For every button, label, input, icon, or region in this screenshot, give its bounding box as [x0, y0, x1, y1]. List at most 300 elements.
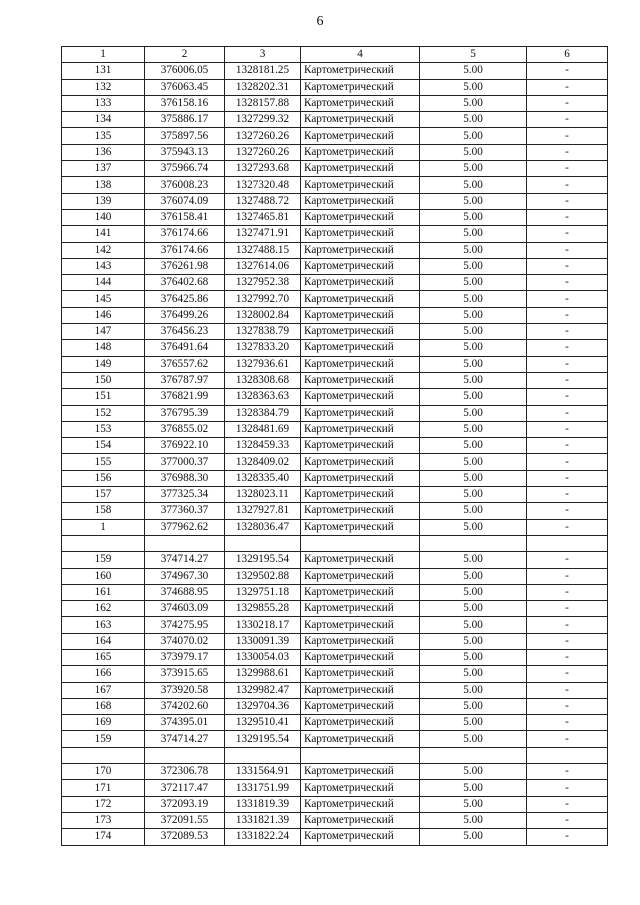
table-row [62, 405, 608, 421]
y-coordinate-cell: 1327488.15 [225, 242, 301, 258]
accuracy-cell: 5.00 [420, 568, 527, 584]
y-coordinate-cell: 1327927.81 [225, 503, 301, 519]
note-cell [527, 535, 608, 551]
y-coordinate-cell: 1327260.26 [225, 144, 301, 160]
header-col-5: 5 [420, 47, 527, 63]
method-cell: Картометрический [301, 552, 420, 568]
coordinates-table [61, 46, 608, 846]
table-row [62, 829, 608, 845]
table-row [62, 79, 608, 95]
y-coordinate-cell: 1328036.47 [225, 519, 301, 535]
note-cell: - [527, 438, 608, 454]
x-coordinate-cell: 375943.13 [145, 144, 225, 160]
x-coordinate-cell: 374070.02 [145, 633, 225, 649]
accuracy-cell: 5.00 [420, 731, 527, 747]
point-number-cell: 156 [62, 470, 145, 486]
y-coordinate-cell: 1327320.48 [225, 177, 301, 193]
method-cell: Картометрический [301, 780, 420, 796]
x-coordinate-cell: 374688.95 [145, 584, 225, 600]
x-coordinate-cell: 376402.68 [145, 275, 225, 291]
y-coordinate-cell: 1328384.79 [225, 405, 301, 421]
y-coordinate-cell: 1330054.03 [225, 649, 301, 665]
y-coordinate-cell [225, 747, 301, 763]
method-cell: Картометрический [301, 177, 420, 193]
x-coordinate-cell: 373920.58 [145, 682, 225, 698]
note-cell: - [527, 601, 608, 617]
table-row [62, 372, 608, 388]
point-number-cell: 150 [62, 372, 145, 388]
table-row [62, 454, 608, 470]
point-number-cell: 170 [62, 764, 145, 780]
note-cell: - [527, 112, 608, 128]
x-coordinate-cell: 374603.09 [145, 601, 225, 617]
note-cell: - [527, 764, 608, 780]
accuracy-cell: 5.00 [420, 584, 527, 600]
note-cell: - [527, 731, 608, 747]
y-coordinate-cell: 1327952.38 [225, 275, 301, 291]
point-number-cell: 169 [62, 715, 145, 731]
y-coordinate-cell: 1328308.68 [225, 372, 301, 388]
table-row [62, 307, 608, 323]
x-coordinate-cell: 376174.66 [145, 242, 225, 258]
x-coordinate-cell: 376557.62 [145, 356, 225, 372]
y-coordinate-cell: 1327936.61 [225, 356, 301, 372]
point-number-cell: 159 [62, 731, 145, 747]
accuracy-cell: 5.00 [420, 307, 527, 323]
accuracy-cell: 5.00 [420, 698, 527, 714]
table-row [62, 470, 608, 486]
point-number-cell: 133 [62, 95, 145, 111]
method-cell: Картометрический [301, 340, 420, 356]
point-number-cell: 161 [62, 584, 145, 600]
table-row [62, 584, 608, 600]
method-cell: Картометрический [301, 112, 420, 128]
accuracy-cell: 5.00 [420, 340, 527, 356]
table-row [62, 193, 608, 209]
method-cell: Картометрический [301, 372, 420, 388]
table-row [62, 617, 608, 633]
x-coordinate-cell: 376855.02 [145, 421, 225, 437]
x-coordinate-cell: 376787.97 [145, 372, 225, 388]
header-col-6: 6 [527, 47, 608, 63]
point-number-cell: 131 [62, 63, 145, 79]
method-cell: Картометрический [301, 454, 420, 470]
point-number-cell: 132 [62, 79, 145, 95]
method-cell: Картометрический [301, 307, 420, 323]
note-cell: - [527, 161, 608, 177]
accuracy-cell: 5.00 [420, 829, 527, 845]
point-number-cell: 157 [62, 487, 145, 503]
y-coordinate-cell: 1327833.20 [225, 340, 301, 356]
y-coordinate-cell: 1327488.72 [225, 193, 301, 209]
accuracy-cell: 5.00 [420, 682, 527, 698]
table-row [62, 324, 608, 340]
x-coordinate-cell: 375897.56 [145, 128, 225, 144]
point-number-cell [62, 535, 145, 551]
point-number-cell: 172 [62, 796, 145, 812]
note-cell: - [527, 584, 608, 600]
point-number-cell: 173 [62, 812, 145, 828]
note-cell: - [527, 568, 608, 584]
point-number-cell: 171 [62, 780, 145, 796]
point-number-cell: 153 [62, 421, 145, 437]
note-cell: - [527, 340, 608, 356]
table-row [62, 698, 608, 714]
note-cell: - [527, 242, 608, 258]
x-coordinate-cell: 374202.60 [145, 698, 225, 714]
x-coordinate-cell: 375886.17 [145, 112, 225, 128]
point-number-cell: 148 [62, 340, 145, 356]
note-cell: - [527, 95, 608, 111]
x-coordinate-cell: 375966.74 [145, 161, 225, 177]
x-coordinate-cell: 376456.23 [145, 324, 225, 340]
y-coordinate-cell: 1330218.17 [225, 617, 301, 633]
method-cell: Картометрический [301, 258, 420, 274]
table-row [62, 438, 608, 454]
point-number-cell: 141 [62, 226, 145, 242]
method-cell: Картометрический [301, 666, 420, 682]
header-col-4: 4 [301, 47, 420, 63]
method-cell: Картометрический [301, 584, 420, 600]
x-coordinate-cell [145, 535, 225, 551]
note-cell [527, 747, 608, 763]
x-coordinate-cell: 376821.99 [145, 389, 225, 405]
note-cell: - [527, 796, 608, 812]
table-row [62, 731, 608, 747]
method-cell: Картометрический [301, 715, 420, 731]
method-cell: Картометрический [301, 764, 420, 780]
table-row [62, 519, 608, 535]
accuracy-cell: 5.00 [420, 356, 527, 372]
x-coordinate-cell: 377360.37 [145, 503, 225, 519]
accuracy-cell: 5.00 [420, 812, 527, 828]
y-coordinate-cell: 1328363.63 [225, 389, 301, 405]
y-coordinate-cell: 1328023.11 [225, 487, 301, 503]
accuracy-cell: 5.00 [420, 649, 527, 665]
table-row [62, 747, 608, 763]
method-cell: Картометрический [301, 698, 420, 714]
table-row [62, 209, 608, 225]
x-coordinate-cell: 376158.16 [145, 95, 225, 111]
accuracy-cell: 5.00 [420, 503, 527, 519]
method-cell: Картометрический [301, 209, 420, 225]
method-cell: Картометрический [301, 161, 420, 177]
method-cell: Картометрический [301, 356, 420, 372]
point-number-cell: 139 [62, 193, 145, 209]
y-coordinate-cell: 1328335.40 [225, 470, 301, 486]
page-number: 6 [316, 14, 324, 29]
y-coordinate-cell: 1327838.79 [225, 324, 301, 340]
method-cell: Картометрический [301, 95, 420, 111]
accuracy-cell: 5.00 [420, 291, 527, 307]
point-number-cell: 146 [62, 307, 145, 323]
point-number-cell: 154 [62, 438, 145, 454]
point-number-cell: 162 [62, 601, 145, 617]
table-row [62, 291, 608, 307]
note-cell: - [527, 715, 608, 731]
x-coordinate-cell: 376063.45 [145, 79, 225, 95]
method-cell: Картометрический [301, 405, 420, 421]
y-coordinate-cell: 1328181.25 [225, 63, 301, 79]
x-coordinate-cell: 376491.64 [145, 340, 225, 356]
y-coordinate-cell: 1331751.99 [225, 780, 301, 796]
method-cell: Картометрический [301, 617, 420, 633]
method-cell: Картометрический [301, 470, 420, 486]
table-row [62, 128, 608, 144]
note-cell: - [527, 470, 608, 486]
table-row [62, 601, 608, 617]
note-cell: - [527, 812, 608, 828]
table-row [62, 144, 608, 160]
note-cell: - [527, 666, 608, 682]
table-row [62, 487, 608, 503]
y-coordinate-cell: 1328002.84 [225, 307, 301, 323]
note-cell: - [527, 405, 608, 421]
y-coordinate-cell: 1327293.68 [225, 161, 301, 177]
x-coordinate-cell: 377325.34 [145, 487, 225, 503]
accuracy-cell: 5.00 [420, 454, 527, 470]
x-coordinate-cell: 376074.09 [145, 193, 225, 209]
accuracy-cell: 5.00 [420, 470, 527, 486]
y-coordinate-cell: 1329502.88 [225, 568, 301, 584]
accuracy-cell: 5.00 [420, 552, 527, 568]
table-row [62, 356, 608, 372]
table-row [62, 503, 608, 519]
accuracy-cell: 5.00 [420, 63, 527, 79]
method-cell: Картометрический [301, 144, 420, 160]
y-coordinate-cell: 1328409.02 [225, 454, 301, 470]
table-row [62, 780, 608, 796]
point-number-cell: 149 [62, 356, 145, 372]
y-coordinate-cell: 1329195.54 [225, 731, 301, 747]
accuracy-cell: 5.00 [420, 128, 527, 144]
table-row [62, 275, 608, 291]
accuracy-cell: 5.00 [420, 601, 527, 617]
x-coordinate-cell: 376499.26 [145, 307, 225, 323]
accuracy-cell: 5.00 [420, 79, 527, 95]
note-cell: - [527, 209, 608, 225]
x-coordinate-cell: 374714.27 [145, 731, 225, 747]
point-number-cell: 163 [62, 617, 145, 633]
point-number-cell: 143 [62, 258, 145, 274]
method-cell: Картометрический [301, 421, 420, 437]
table-row [62, 633, 608, 649]
accuracy-cell: 5.00 [420, 438, 527, 454]
method-cell: Картометрический [301, 324, 420, 340]
accuracy-cell: 5.00 [420, 715, 527, 731]
point-number-cell: 152 [62, 405, 145, 421]
note-cell: - [527, 519, 608, 535]
accuracy-cell: 5.00 [420, 144, 527, 160]
x-coordinate-cell: 376006.05 [145, 63, 225, 79]
note-cell: - [527, 649, 608, 665]
x-coordinate-cell: 376795.39 [145, 405, 225, 421]
accuracy-cell: 5.00 [420, 617, 527, 633]
method-cell: Картометрический [301, 193, 420, 209]
point-number-cell: 136 [62, 144, 145, 160]
x-coordinate-cell: 374714.27 [145, 552, 225, 568]
note-cell: - [527, 79, 608, 95]
y-coordinate-cell: 1328481.69 [225, 421, 301, 437]
accuracy-cell: 5.00 [420, 421, 527, 437]
accuracy-cell: 5.00 [420, 796, 527, 812]
note-cell: - [527, 307, 608, 323]
table-row [62, 258, 608, 274]
note-cell: - [527, 275, 608, 291]
table-row [62, 63, 608, 79]
method-cell: Картометрический [301, 633, 420, 649]
table-row [62, 682, 608, 698]
method-cell: Картометрический [301, 389, 420, 405]
method-cell: Картометрический [301, 128, 420, 144]
table-row [62, 764, 608, 780]
note-cell: - [527, 829, 608, 845]
y-coordinate-cell: 1327992.70 [225, 291, 301, 307]
table-row [62, 242, 608, 258]
y-coordinate-cell [225, 535, 301, 551]
x-coordinate-cell [145, 747, 225, 763]
y-coordinate-cell: 1327614.06 [225, 258, 301, 274]
point-number-cell [62, 747, 145, 763]
y-coordinate-cell: 1327465.81 [225, 209, 301, 225]
y-coordinate-cell: 1331821.39 [225, 812, 301, 828]
y-coordinate-cell: 1330091.39 [225, 633, 301, 649]
x-coordinate-cell: 376988.30 [145, 470, 225, 486]
y-coordinate-cell: 1329855.28 [225, 601, 301, 617]
accuracy-cell: 5.00 [420, 405, 527, 421]
table-row [62, 715, 608, 731]
note-cell: - [527, 193, 608, 209]
x-coordinate-cell: 373915.65 [145, 666, 225, 682]
note-cell: - [527, 487, 608, 503]
method-cell: Картометрический [301, 275, 420, 291]
y-coordinate-cell: 1329704.36 [225, 698, 301, 714]
method-cell [301, 535, 420, 551]
accuracy-cell: 5.00 [420, 258, 527, 274]
table-header-row [62, 47, 608, 63]
header-col-1: 1 [62, 47, 145, 63]
method-cell: Картометрический [301, 503, 420, 519]
point-number-cell: 155 [62, 454, 145, 470]
point-number-cell: 151 [62, 389, 145, 405]
point-number-cell: 137 [62, 161, 145, 177]
note-cell: - [527, 63, 608, 79]
header-col-3: 3 [225, 47, 301, 63]
accuracy-cell [420, 747, 527, 763]
accuracy-cell: 5.00 [420, 209, 527, 225]
table-row [62, 95, 608, 111]
point-number-cell: 165 [62, 649, 145, 665]
table-row [62, 226, 608, 242]
note-cell: - [527, 633, 608, 649]
y-coordinate-cell: 1328459.33 [225, 438, 301, 454]
method-cell: Картометрический [301, 829, 420, 845]
note-cell: - [527, 454, 608, 470]
accuracy-cell: 5.00 [420, 112, 527, 128]
point-number-cell: 168 [62, 698, 145, 714]
x-coordinate-cell: 372117.47 [145, 780, 225, 796]
y-coordinate-cell: 1328202.31 [225, 79, 301, 95]
point-number-cell: 167 [62, 682, 145, 698]
table-row [62, 666, 608, 682]
table-body [62, 63, 608, 845]
accuracy-cell: 5.00 [420, 487, 527, 503]
point-number-cell: 138 [62, 177, 145, 193]
table-row [62, 177, 608, 193]
note-cell: - [527, 324, 608, 340]
method-cell: Картометрический [301, 731, 420, 747]
accuracy-cell: 5.00 [420, 389, 527, 405]
note-cell: - [527, 258, 608, 274]
method-cell: Картометрический [301, 519, 420, 535]
point-number-cell: 140 [62, 209, 145, 225]
point-number-cell: 166 [62, 666, 145, 682]
accuracy-cell: 5.00 [420, 226, 527, 242]
method-cell [301, 747, 420, 763]
method-cell: Картометрический [301, 568, 420, 584]
y-coordinate-cell: 1329988.61 [225, 666, 301, 682]
note-cell: - [527, 698, 608, 714]
method-cell: Картометрический [301, 438, 420, 454]
y-coordinate-cell: 1329195.54 [225, 552, 301, 568]
accuracy-cell: 5.00 [420, 666, 527, 682]
table-row [62, 568, 608, 584]
y-coordinate-cell: 1327299.32 [225, 112, 301, 128]
y-coordinate-cell: 1331819.39 [225, 796, 301, 812]
point-number-cell: 1 [62, 519, 145, 535]
table-row [62, 812, 608, 828]
x-coordinate-cell: 372089.53 [145, 829, 225, 845]
note-cell: - [527, 144, 608, 160]
x-coordinate-cell: 376174.66 [145, 226, 225, 242]
note-cell: - [527, 780, 608, 796]
note-cell: - [527, 372, 608, 388]
y-coordinate-cell: 1328157.88 [225, 95, 301, 111]
x-coordinate-cell: 376158.41 [145, 209, 225, 225]
point-number-cell: 174 [62, 829, 145, 845]
x-coordinate-cell: 372091.55 [145, 812, 225, 828]
x-coordinate-cell: 374395.01 [145, 715, 225, 731]
method-cell: Картометрический [301, 79, 420, 95]
table-row [62, 112, 608, 128]
point-number-cell: 134 [62, 112, 145, 128]
accuracy-cell: 5.00 [420, 95, 527, 111]
method-cell: Картометрический [301, 682, 420, 698]
accuracy-cell [420, 535, 527, 551]
point-number-cell: 142 [62, 242, 145, 258]
y-coordinate-cell: 1327471.91 [225, 226, 301, 242]
method-cell: Картометрический [301, 649, 420, 665]
note-cell: - [527, 617, 608, 633]
accuracy-cell: 5.00 [420, 275, 527, 291]
accuracy-cell: 5.00 [420, 780, 527, 796]
method-cell: Картометрический [301, 291, 420, 307]
note-cell: - [527, 291, 608, 307]
point-number-cell: 164 [62, 633, 145, 649]
y-coordinate-cell: 1329510.41 [225, 715, 301, 731]
note-cell: - [527, 177, 608, 193]
x-coordinate-cell: 377962.62 [145, 519, 225, 535]
method-cell: Картометрический [301, 487, 420, 503]
accuracy-cell: 5.00 [420, 372, 527, 388]
table-row [62, 421, 608, 437]
accuracy-cell: 5.00 [420, 161, 527, 177]
accuracy-cell: 5.00 [420, 324, 527, 340]
method-cell: Картометрический [301, 63, 420, 79]
x-coordinate-cell: 373979.17 [145, 649, 225, 665]
method-cell: Картометрический [301, 796, 420, 812]
x-coordinate-cell: 374967.30 [145, 568, 225, 584]
